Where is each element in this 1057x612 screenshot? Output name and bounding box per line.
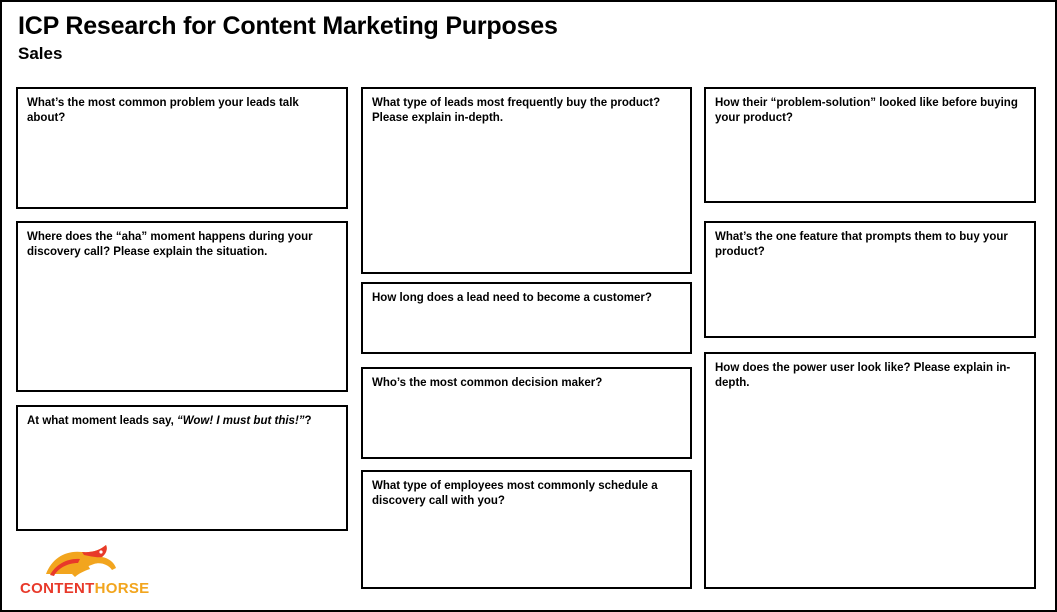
question-box[interactable]: [16, 405, 348, 531]
question-text: What type of leads most frequently buy the product? Please explain in-depth.: [372, 97, 661, 124]
question-box[interactable]: [704, 87, 1036, 203]
question-text: How does the power user look like? Please explain in-depth.: [715, 362, 1011, 389]
question-box[interactable]: [361, 367, 692, 459]
page-title: ICP Research for Content Marketing Purposes: [18, 12, 558, 40]
brand-word-secondary: HORSE: [94, 580, 150, 597]
brand-word-primary: CONTENT: [20, 580, 95, 597]
question-box[interactable]: [704, 352, 1036, 589]
question-box[interactable]: [361, 470, 692, 589]
question-text: Where does the “aha” moment happens during your discovery call? Please explain the situation.: [27, 231, 313, 258]
question-text: [18, 407, 346, 429]
question-text: Who’s the most common decision maker?: [372, 377, 603, 389]
question-box[interactable]: [16, 221, 348, 392]
page-subtitle: Sales: [18, 43, 63, 63]
page-header: [18, 12, 1018, 64]
question-box[interactable]: [16, 87, 348, 209]
question-text: What’s the one feature that prompts them to buy your product?: [715, 231, 1008, 258]
question-text-suffix: ?: [304, 415, 312, 427]
question-text: What type of employees most commonly schedule a discovery call with you?: [372, 480, 658, 507]
question-box[interactable]: [361, 87, 692, 274]
question-box[interactable]: [704, 221, 1036, 338]
question-box[interactable]: [361, 282, 692, 354]
question-text: How their “problem-solution” looked like before buying your product?: [715, 97, 1018, 124]
question-text-emphasis: “Wow! I must but this!”: [176, 415, 305, 427]
question-text-prefix: At what moment leads say,: [27, 415, 177, 427]
horse-icon: [42, 540, 134, 580]
brand-wordmark: [20, 580, 149, 597]
question-text: How long does a lead need to become a customer?: [372, 292, 652, 304]
brand-logo: [20, 540, 200, 598]
question-text: What’s the most common problem your leads talk about?: [27, 97, 299, 124]
